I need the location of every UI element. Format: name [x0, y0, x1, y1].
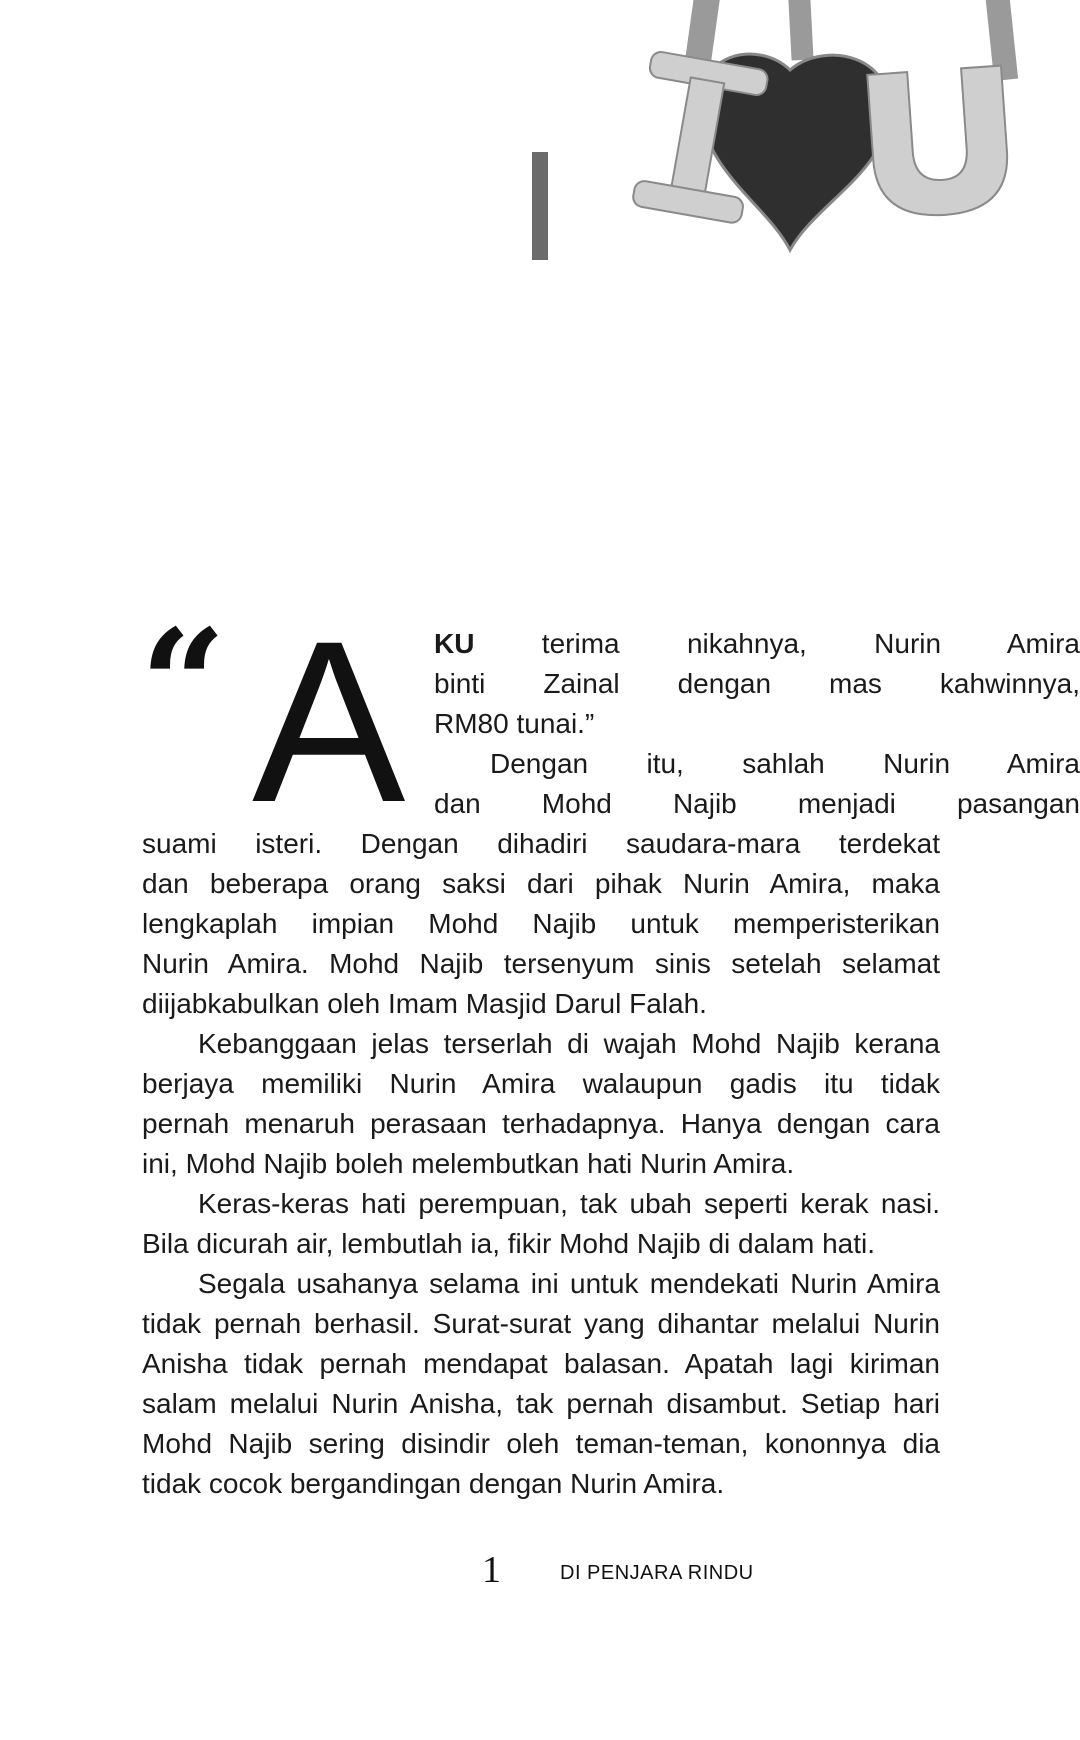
- body-line: Bila dicurah air, lembutlah ia, fikir Mohd Najib di dalam hati.: [142, 1228, 876, 1259]
- body-line: suami isteri. Dengan dihadiri saudara-mara terdekat: [142, 828, 940, 859]
- strap-middle: [788, 0, 814, 61]
- body-line: pernah menaruh perasaan terhadapnya. Hanya dengan cara: [142, 1108, 940, 1139]
- paragraph-3: [142, 1184, 940, 1264]
- body-line: Keras-keras hati perempuan, tak ubah seperti kerak nasi.: [198, 1188, 940, 1219]
- chapter-number: [0, 0, 1, 1]
- body-line: lengkaplah impian Mohd Najib untuk memperisterikan: [142, 908, 940, 939]
- page-number: 1: [482, 1549, 501, 1591]
- lines-beside-drop-cap: [434, 624, 1080, 824]
- opening-line: KU terima nikahnya, Nurin Amira: [434, 628, 1080, 659]
- page-footer: [0, 1548, 1080, 1608]
- body-line: tidak pernah berhasil. Surat-surat yang dihantar melalui Nurin: [142, 1308, 940, 1339]
- opening-line: dan Mohd Najib menjadi pasangan: [434, 788, 1080, 819]
- drop-cap: A: [252, 593, 406, 850]
- chapter-number-bar: [532, 152, 548, 260]
- opening-quote-mark: “: [140, 597, 227, 773]
- letter-u-icon: [867, 66, 1011, 220]
- opening-line: Dengan itu, sahlah Nurin Amira: [490, 748, 1080, 779]
- body-line: berjaya memiliki Nurin Amira walaupun gadis itu tidak: [142, 1068, 940, 1099]
- i-love-u-logo: [630, 0, 1050, 280]
- body-line: Segala usahanya selama ini untuk mendekati Nurin Amira: [198, 1268, 940, 1299]
- body-line: Anisha tidak pernah mendapat balasan. Apatah lagi kiriman: [142, 1348, 940, 1379]
- paragraph-4: [142, 1264, 940, 1504]
- body-line: tidak cocok bergandingan dengan Nurin Amira.: [142, 1468, 725, 1499]
- body-line: Kebanggaan jelas terserlah di wajah Mohd Najib kerana: [198, 1028, 940, 1059]
- paragraph-2: [142, 1024, 940, 1184]
- book-title: DI PENJARA RINDU: [560, 1562, 754, 1584]
- body-line: salam melalui Nurin Anisha, tak pernah disambut. Setiap hari: [142, 1388, 940, 1419]
- first-word-rest: KU: [434, 628, 475, 659]
- body-line: Mohd Najib sering disindir oleh teman-teman, kononnya dia: [142, 1428, 940, 1459]
- paragraph-1: [142, 824, 940, 1024]
- body-line: Nurin Amira. Mohd Najib tersenyum sinis setelah selamat: [142, 948, 940, 979]
- body-line: diijabkabulkan oleh Imam Masjid Darul Falah.: [142, 988, 707, 1019]
- body-line: dan beberapa orang saksi dari pihak Nurin Amira, maka: [142, 868, 940, 899]
- opening-line: RM80 tunai.”: [434, 708, 595, 739]
- opening-line: binti Zainal dengan mas kahwinnya,: [434, 668, 1080, 699]
- body-line: ini, Mohd Najib boleh melembutkan hati Nurin Amira.: [142, 1148, 795, 1179]
